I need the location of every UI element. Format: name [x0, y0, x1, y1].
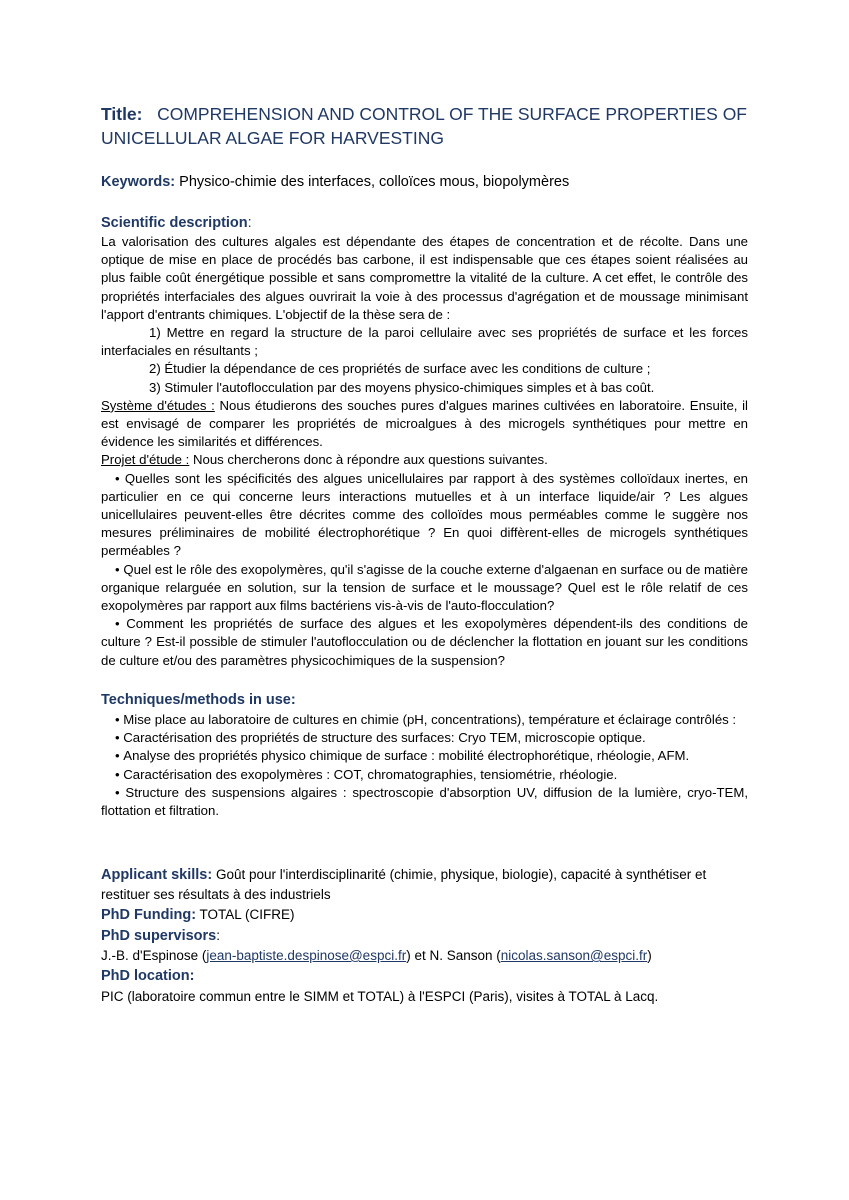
projet-label: Projet d'étude :	[101, 452, 190, 468]
supervisors-heading: PhD supervisors:	[101, 928, 221, 944]
email-link-sanson[interactable]: nicolas.sanson@espci.fr	[500, 948, 648, 963]
systeme-paragraph	[101, 397, 748, 452]
funding-line	[101, 905, 748, 925]
location-heading	[101, 966, 748, 986]
skills-text: Goût pour l'interdisciplinarité (chimie, physique, biologie), capacité à synthétiser et restituer ses résultats à des industriels	[101, 867, 707, 902]
technique-item: • Structure des suspensions algaires : spectroscopie d'absorption UV, diffusion de la lumière, cryo-TEM, flottation et filtration.	[101, 784, 749, 819]
supervisors-line: J.-B. d'Espinose (jean-baptiste.despinose@espci.fr) et N. Sanson (nicolas.sanson@espci.fr)	[101, 948, 652, 963]
email-link-despinose[interactable]: jean-baptiste.despinose@espci.fr	[206, 948, 407, 963]
skills-line	[101, 865, 748, 904]
technique-item: • Caractérisation des exopolymères : COT, chromatographies, tensiométrie, rhéologie.	[115, 766, 618, 782]
projet-text: Nous chercherons donc à répondre aux questions suivantes.	[192, 452, 548, 468]
projet-paragraph	[101, 451, 748, 469]
funding-label: PhD Funding:	[101, 907, 197, 923]
techniques-label: Techniques/methods in use:	[101, 692, 296, 708]
funding-text: TOTAL (CIFRE)	[199, 907, 295, 922]
technique-item: • Mise place au laboratoire de cultures en chimie (pH, concentrations), température et éclairage contrôlés :	[115, 712, 737, 727]
location-line	[101, 987, 748, 1006]
keywords-text: Physico-chimie des interfaces, colloïces mous, biopolymères	[179, 174, 570, 190]
techniques-heading	[101, 690, 296, 710]
title-label: Title	[101, 104, 137, 124]
location-text: PIC (laboratoire commun entre le SIMM et TOTAL) à l'ESPCI (Paris), visites à TOTAL à Lacq.	[101, 989, 659, 1004]
supervisors-label: PhD supervisors	[101, 928, 217, 944]
systeme-text: Nous étudierons des souches pures d'algues marines cultivées en laboratoire. Ensuite, il est envisagé de comparer les propriétés de microalgues à des microgels synthétiques pour mettre en évidence les similarités et différences.	[101, 397, 748, 450]
scientific-description-body	[101, 233, 748, 670]
intro-paragraph: La valorisation des cultures algales est dépendante des étapes de concentration et de récolte. Dans une optique de mise en place de procédés bas carbone, il est indispensable que ces étapes soient réalisées au plus faible coût énergétique possible et sans compromettre la vitalité de la culture. A cet effet, le contrôle des propriétés interfaciales des algues ouvrirait la voie à des processus d'agrégation et de moussage minimisant l'apport d'entrants chimiques. L'objectif de la thèse sera de :	[101, 234, 748, 322]
title-text: COMPREHENSION AND CONTROL OF THE SURFACE PROPERTIES OF UNICELLULAR ALGAE FOR HARVESTING	[101, 104, 747, 148]
technique-item: • Analyse des propriétés physico chimique de surface : mobilité électrophorétique, rhéologie, AFM.	[115, 748, 690, 764]
systeme-label: Système d'études :	[101, 397, 215, 413]
objective-item: 2) Étudier la dépendance de ces propriétés de surface avec les conditions de culture ;	[149, 361, 651, 377]
technique-item: • Caractérisation des propriétés de structure des surfaces: Cryo TEM, microscopie optique.	[115, 730, 646, 746]
keywords-line	[101, 172, 781, 192]
objective-item: 1) Mettre en regard la structure de la paroi cellulaire avec ses propriétés de surface et les forces interfaciales en résultants ;	[101, 325, 748, 359]
location-label: PhD location:	[101, 968, 195, 984]
page-title: Title: COMPREHENSION AND CONTROL OF THE SURFACE PROPERTIES OF UNICELLULAR ALGAE FOR HARVESTING	[101, 104, 747, 148]
scientific-label: Scientific description	[101, 215, 248, 231]
question-item: • Comment les propriétés de surface des algues et les exopolymères dépendent-ils des conditions de culture ? Est-il possible de stimuler l'autoflocculation ou de déclencher la flottation en jouant sur les conditions de culture et/ou des paramètres physicochimiques de la suspension?	[101, 616, 748, 668]
objective-item: 3) Stimuler l'autoflocculation par des moyens physico-chimiques simples et à bas coût.	[149, 379, 655, 395]
keywords-label: Keywords:	[101, 174, 176, 190]
techniques-list	[101, 711, 748, 820]
question-item: • Quel est le rôle des exopolymères, qu'il s'agisse de la couche externe d'algaenan en surface ou de matière organique relarguée en solution, sur la tension de surface et le moussage? Quel est le rôle relatif de ces exopolymères par rapport aux films bactériens vis-à-vis de l'auto-flocculation?	[101, 561, 749, 614]
question-item: • Quelles sont les spécificités des algues unicellulaires par rapport à des systèmes colloïdaux inertes, en particulier en ce qui concerne leurs interactions mutuelles et à un interface liquide/air ? Les algues unicellulaires peuvent-elles être décrites comme des colloïdes mous perméables comme le suggère nos mesures préliminaires de mobilité électrophorétique ? En quoi diffèrent-elles de microgels synthétiques perméables ?	[101, 470, 748, 559]
skills-label: Applicant skills:	[101, 867, 213, 883]
scientific-description-heading: Scientific description:	[101, 215, 252, 231]
